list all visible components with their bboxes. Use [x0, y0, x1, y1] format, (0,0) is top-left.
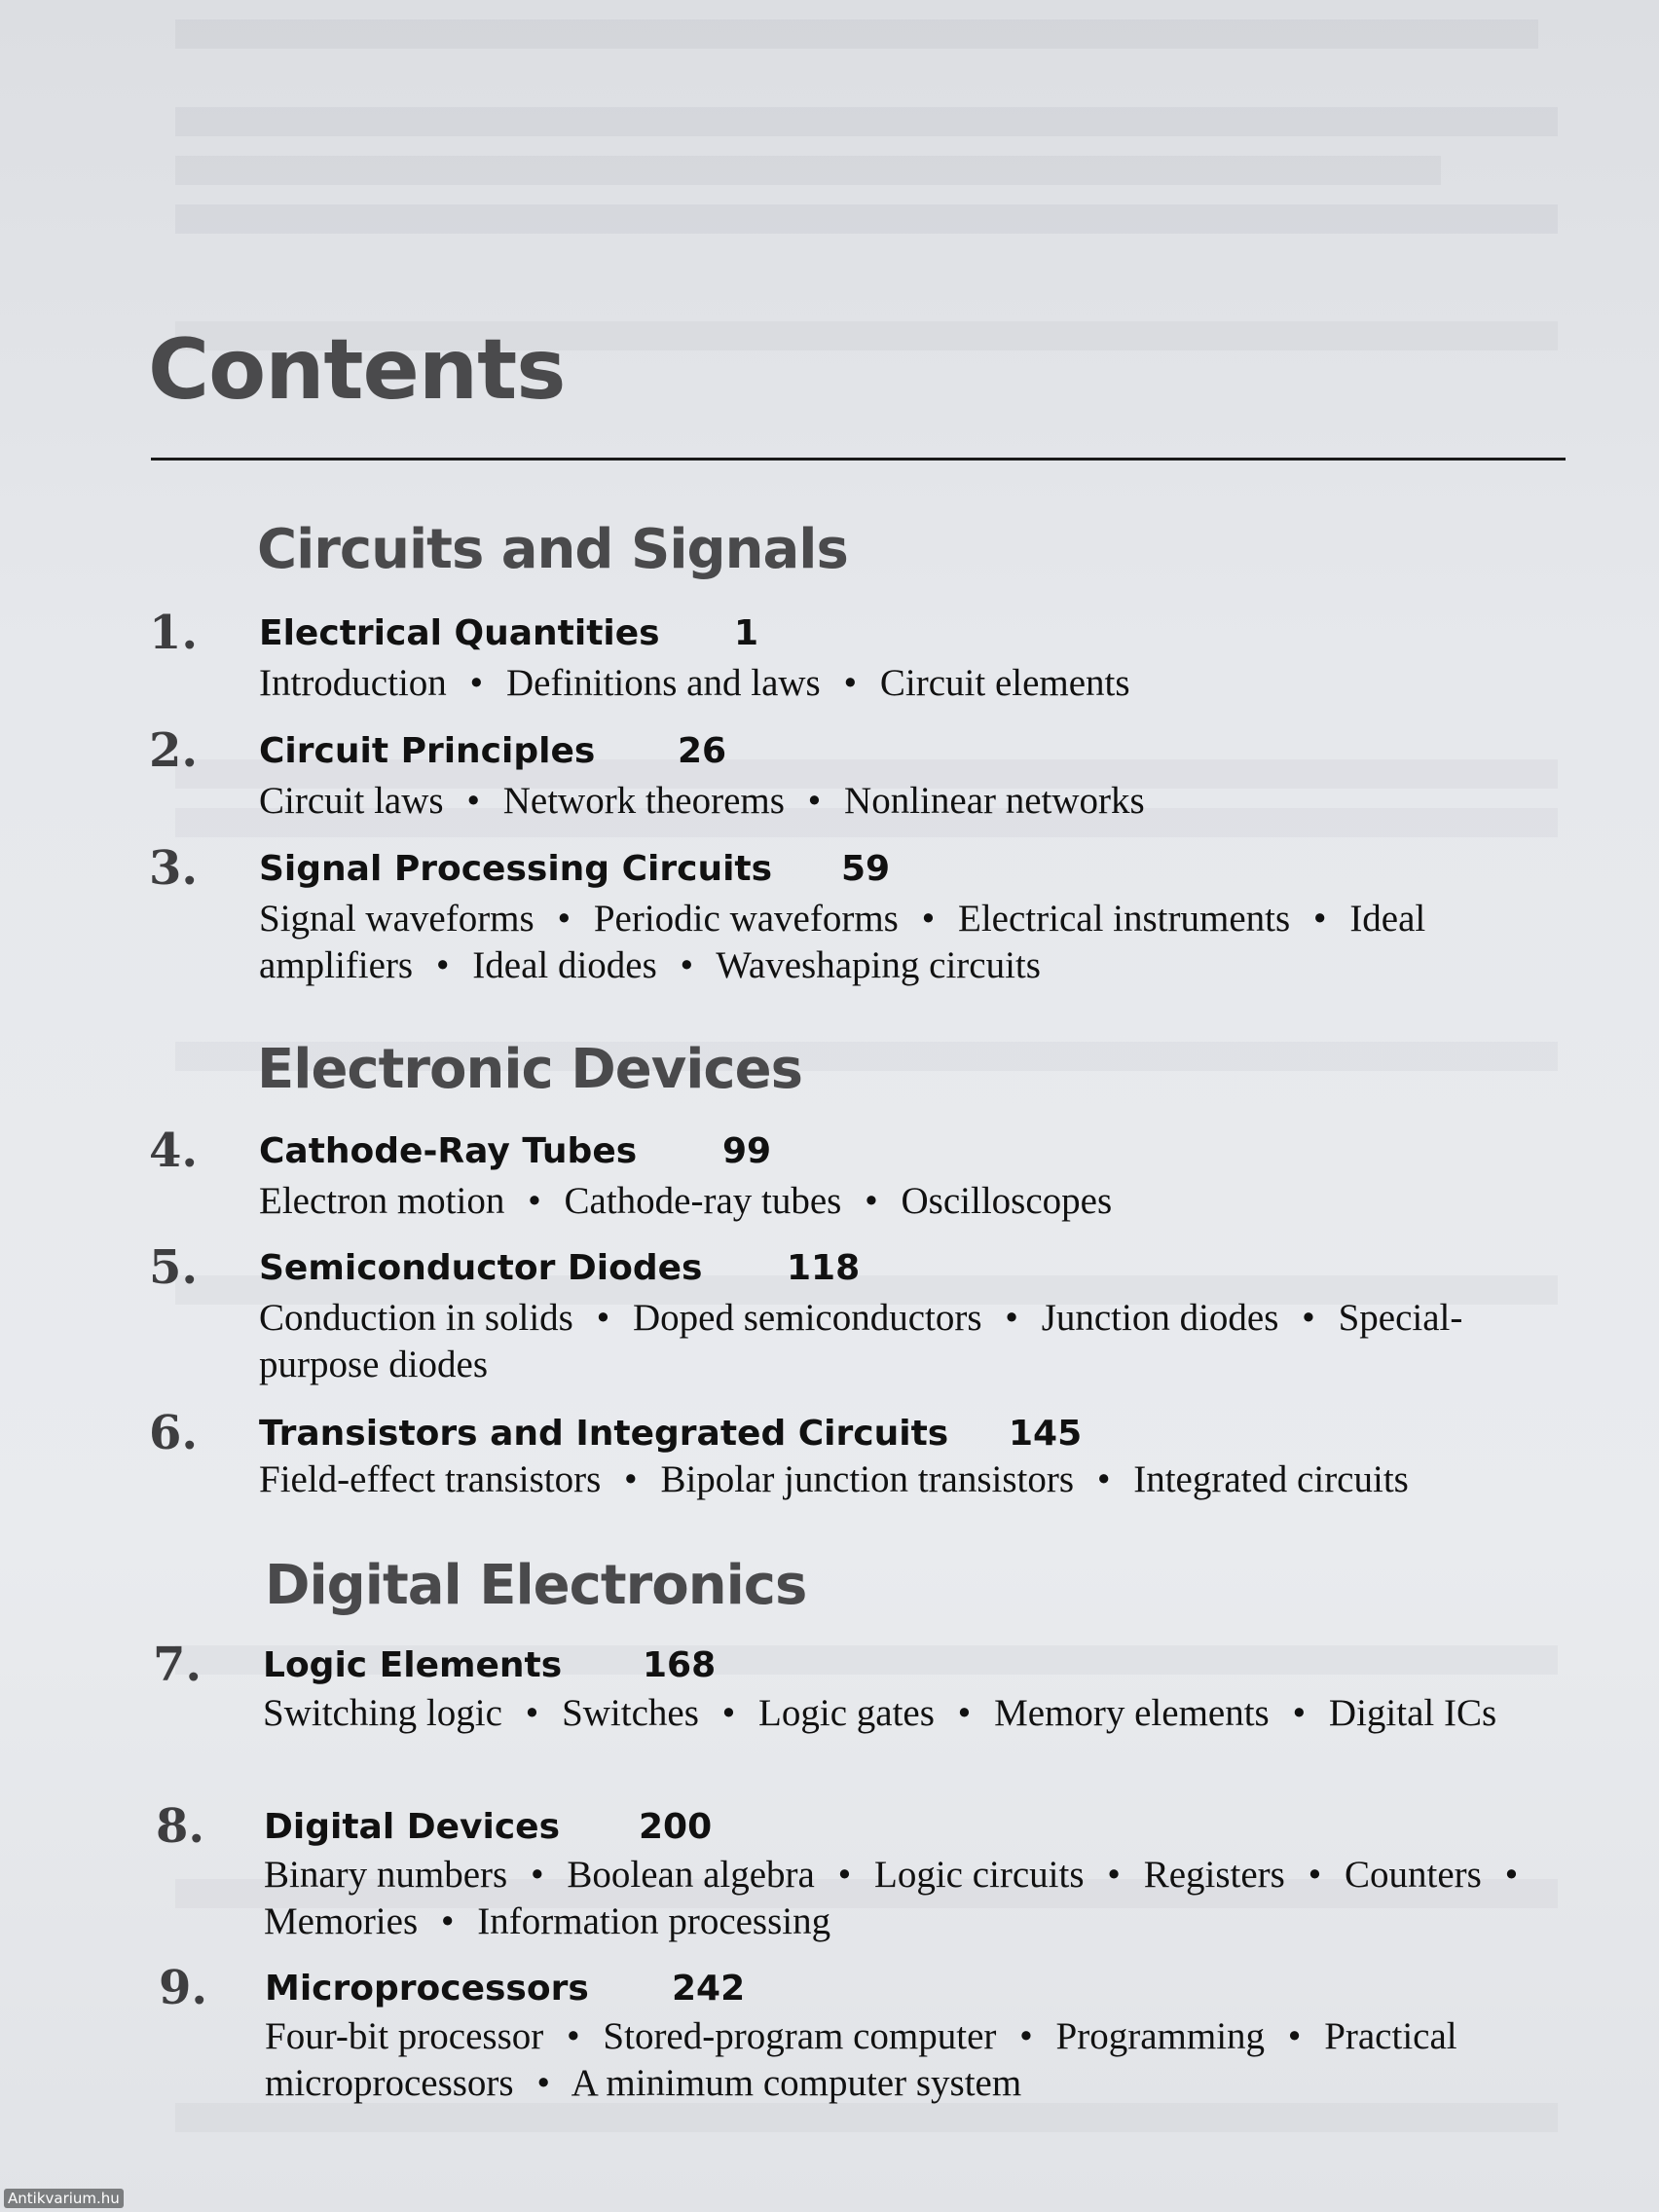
bullet-separator: • [624, 1458, 638, 1500]
bullet-separator: • [1312, 898, 1327, 940]
topic-item: Switches [562, 1692, 699, 1734]
chapter-number-5: 5. [149, 1240, 199, 1295]
topic-item: Doped semiconductors [633, 1297, 982, 1339]
chapter-page-8: 200 [639, 1807, 713, 1847]
topic-item: Registers [1143, 1854, 1285, 1896]
bullet-separator: • [466, 780, 480, 822]
topic-item: Memories [264, 1900, 419, 1942]
chapter-page-1: 1 [734, 613, 759, 653]
bullet-separator: • [721, 1692, 736, 1734]
topic-item: Definitions and laws [505, 662, 821, 704]
topic-item: Digital ICs [1328, 1692, 1497, 1734]
chapter-page-3: 59 [841, 849, 891, 889]
chapter-title-4: Cathode-Ray Tubes [259, 1131, 638, 1171]
topic-item: Practical microprocessors [265, 2015, 1457, 2104]
bullet-separator: • [1308, 1854, 1322, 1896]
topic-item: Special-purpose diodes [259, 1297, 1463, 1385]
bullet-separator: • [435, 944, 450, 986]
topic-item: Electron motion [259, 1180, 505, 1222]
bullet-separator: • [536, 2062, 551, 2104]
site-watermark: Antikvarium.hu [4, 2189, 124, 2208]
bullet-separator: • [1096, 1458, 1111, 1500]
chapter-title-1: Electrical Quantities [259, 613, 660, 653]
topic-item: Circuit elements [879, 662, 1130, 704]
topic-item: Counters [1345, 1854, 1482, 1896]
topic-item: Memory elements [994, 1692, 1270, 1734]
topic-item: Switching logic [263, 1692, 502, 1734]
topic-item: A minimum computer system [571, 2062, 1022, 2104]
chapter-topics-1 [259, 660, 1554, 707]
chapter-title-3: Signal Processing Circuits [259, 849, 773, 889]
topic-item: Field-effect transistors [259, 1458, 602, 1500]
topic-item: Ideal amplifiers [259, 898, 1426, 986]
chapter-number-9: 9. [159, 1961, 208, 2015]
bullet-separator: • [680, 944, 694, 986]
bullet-separator: • [528, 1180, 541, 1222]
chapter-number-7: 7. [153, 1638, 203, 1692]
chapter-number-6: 6. [149, 1406, 199, 1460]
bullet-separator: • [596, 1297, 610, 1339]
chapter-page-9: 242 [672, 1969, 746, 2009]
topic-item: Four-bit processor [265, 2015, 544, 2057]
chapter-topics-3 [259, 896, 1554, 989]
topic-item: Logic gates [758, 1692, 935, 1734]
topic-item: Ideal diodes [472, 944, 657, 986]
topic-item: Network theorems [502, 780, 785, 822]
topic-item: Logic circuits [874, 1854, 1085, 1896]
chapter-title-9: Microprocessors [265, 1969, 589, 2009]
topic-item: Signal waveforms [259, 898, 535, 940]
bullet-separator: • [1287, 2015, 1302, 2057]
topic-item: Nonlinear networks [844, 780, 1145, 822]
topic-item: Waveshaping circuits [716, 944, 1041, 986]
topic-item: Bipolar junction transistors [660, 1458, 1075, 1500]
chapter-topics-9 [265, 2013, 1560, 2107]
bullet-separator: • [957, 1692, 972, 1734]
topic-item: Information processing [477, 1900, 831, 1942]
chapter-topics-7 [263, 1690, 1558, 1737]
topic-item: Periodic waveforms [593, 898, 899, 940]
chapter-number-1: 1. [149, 606, 199, 660]
title-rule [151, 458, 1566, 461]
bullet-separator: • [525, 1692, 539, 1734]
topic-item: Conduction in solids [259, 1297, 573, 1339]
bullet-separator: • [440, 1900, 455, 1942]
topic-item: Oscilloscopes [901, 1180, 1113, 1222]
chapter-number-4: 4. [149, 1124, 199, 1178]
chapter-title-6: Transistors and Integrated Circuits [259, 1414, 949, 1454]
chapter-number-8: 8. [156, 1799, 205, 1854]
chapter-topics-5 [259, 1295, 1554, 1388]
topic-item: Junction diodes [1041, 1297, 1279, 1339]
chapter-title-2: Circuit Principles [259, 731, 596, 771]
bullet-separator: • [837, 1854, 852, 1896]
topic-item: Integrated circuits [1133, 1458, 1409, 1500]
topic-item: Introduction [259, 662, 447, 704]
chapter-page-6: 145 [1009, 1414, 1083, 1454]
bullet-separator: • [1504, 1854, 1519, 1896]
topic-item: Binary numbers [264, 1854, 508, 1896]
bullet-separator: • [1107, 1854, 1121, 1896]
topic-item: Programming [1055, 2015, 1266, 2057]
chapter-title-5: Semiconductor Diodes [259, 1248, 703, 1288]
part-heading-2: Electronic Devices [257, 1038, 802, 1101]
bullet-separator: • [1019, 2015, 1033, 2057]
bullet-separator: • [807, 780, 822, 822]
chapter-page-7: 168 [643, 1645, 717, 1685]
bullet-separator: • [1302, 1297, 1315, 1339]
chapter-title-8: Digital Devices [264, 1807, 560, 1847]
topic-item: Cathode-ray tubes [564, 1180, 842, 1222]
topic-item: Boolean algebra [567, 1854, 815, 1896]
part-heading-3: Digital Electronics [265, 1554, 807, 1617]
chapter-topics-6 [259, 1456, 1554, 1503]
bullet-separator: • [921, 898, 936, 940]
topic-item: Electrical instruments [958, 898, 1291, 940]
bullet-separator: • [865, 1180, 878, 1222]
chapter-number-2: 2. [149, 723, 199, 778]
topic-item: Stored-program computer [603, 2015, 997, 2057]
chapter-topics-4 [259, 1178, 1554, 1225]
bullet-separator: • [1292, 1692, 1307, 1734]
bullet-separator: • [469, 662, 484, 704]
chapter-topics-8 [264, 1852, 1559, 1945]
chapter-page-5: 118 [787, 1248, 861, 1288]
bullet-separator: • [1005, 1297, 1018, 1339]
chapter-page-4: 99 [722, 1131, 772, 1171]
chapter-title-7: Logic Elements [263, 1645, 563, 1685]
chapter-page-2: 26 [678, 731, 727, 771]
part-heading-1: Circuits and Signals [257, 518, 848, 581]
page-title: Contents [148, 321, 566, 419]
bullet-separator: • [557, 898, 571, 940]
bullet-separator: • [843, 662, 858, 704]
topic-item: Circuit laws [259, 780, 444, 822]
chapter-topics-2 [259, 778, 1554, 825]
bullet-separator: • [567, 2015, 580, 2057]
chapter-number-3: 3. [149, 841, 199, 896]
bullet-separator: • [530, 1854, 544, 1896]
